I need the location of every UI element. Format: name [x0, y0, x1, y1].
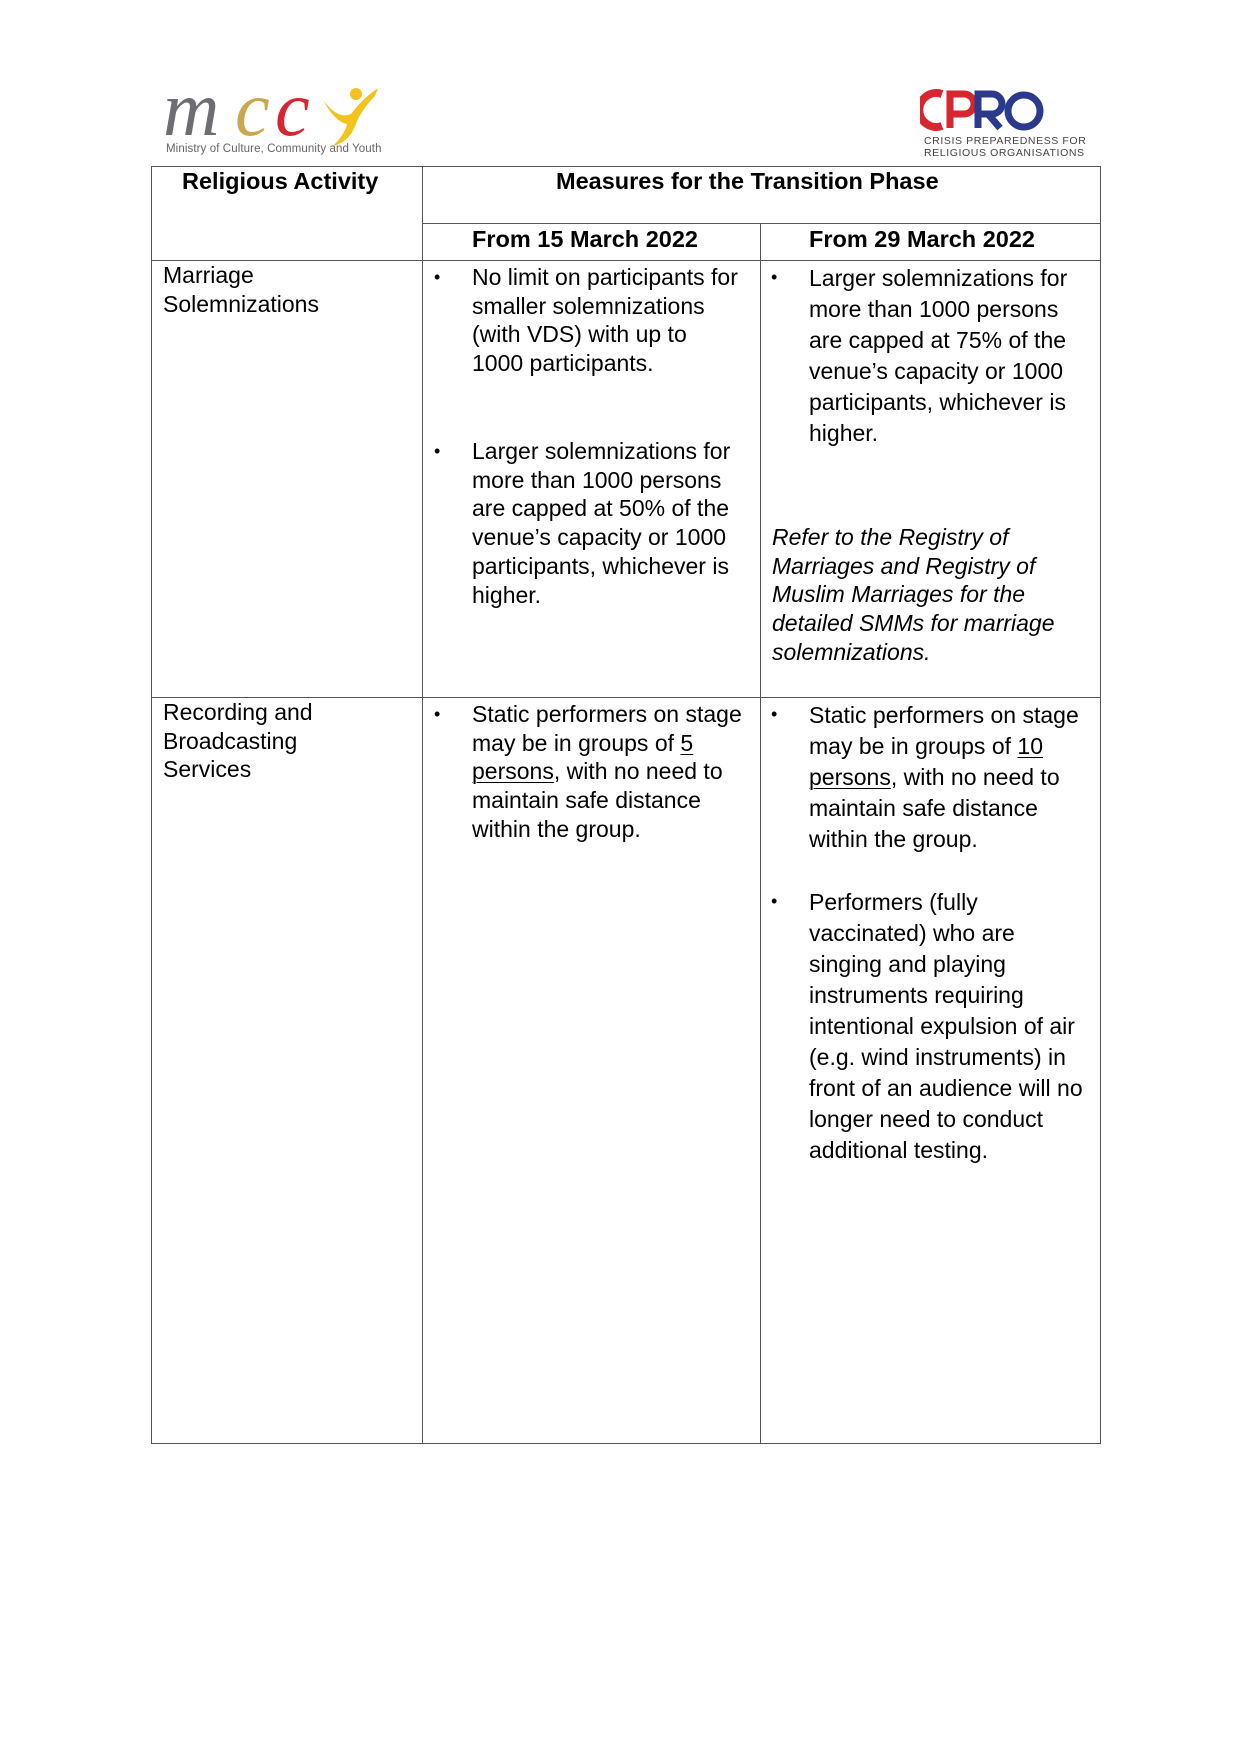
- recording-phase2-text-post: , with no need to maintain safe distance within the group.: [809, 764, 1060, 852]
- recording-phase2-text-pre: Static performers on stage may be in groups of: [809, 702, 1079, 759]
- marriage-phase1-bullet2: Larger solemnizations for more than 1000 persons are capped at 50% of the venue’s capacity or 1000 participants, whichever is higher.: [472, 438, 731, 608]
- svg-text:c: c: [235, 80, 270, 150]
- bullet-icon: •: [771, 267, 778, 287]
- svg-text:c: c: [275, 80, 310, 150]
- table-divider-subheader: [422, 223, 1100, 224]
- measures-table: [151, 166, 1101, 1444]
- bullet-icon: •: [434, 267, 441, 287]
- recording-phase2-group-size: 10 persons: [809, 733, 1043, 790]
- recording-phase2-bullet1: [809, 700, 1084, 855]
- recording-phase1-text-pre: Static performers on stage may be in groups of: [472, 701, 742, 756]
- marriage-phase1-bullet1: No limit on participants for smaller solemnizations (with VDS) with up to 1000 participants.: [472, 264, 738, 377]
- cpro-caption-line1: CRISIS PREPAREDNESS FOR: [924, 135, 1087, 147]
- cpro-logo-mark: [920, 88, 1050, 133]
- header-measures: Measures for the Transition Phase: [556, 168, 939, 194]
- table-divider-col2: [760, 223, 761, 1443]
- bullet-icon: •: [434, 441, 441, 461]
- mccy-logo-caption: Ministry of Culture, Community and Youth: [166, 143, 382, 155]
- activity-marriage-solemnizations: Marriage Solemnizations: [163, 262, 319, 317]
- bullet-icon: •: [771, 704, 778, 724]
- header-phase-29-march: From 29 March 2022: [809, 226, 1035, 252]
- header-religious-activity: Religious Activity: [182, 168, 379, 194]
- cpro-caption-line2: RELIGIOUS ORGANISATIONS: [924, 147, 1085, 159]
- marriage-phase2-note: Refer to the Registry of Marriages and Registry of Muslim Marriages for the detailed SMMs for marriage solemnizations.: [772, 524, 1055, 665]
- header-phase-15-march: From 15 March 2022: [472, 226, 698, 252]
- recording-phase1-bullet1: [472, 700, 747, 844]
- recording-phase1-text-post: , with no need to maintain safe distance within the group.: [472, 758, 723, 842]
- recording-phase1-group-size: 5 persons: [472, 729, 694, 785]
- table-divider-col1: [422, 167, 423, 1443]
- cpro-logo-caption: [924, 135, 1086, 159]
- marriage-phase2-bullet1: Larger solemnizations for more than 1000 persons are capped at 75% of the venue’s capacity or 1000 participants, whichever is higher.: [809, 265, 1068, 446]
- svg-text:m: m: [163, 80, 220, 150]
- bullet-icon: •: [434, 704, 441, 724]
- activity-recording-broadcasting: Recording and Broadcasting Services: [163, 699, 313, 783]
- recording-phase2-bullet2: Performers (fully vaccinated) who are singing and playing instruments requiring intentional expulsion of air (e.g. wind instruments) in front of an audience will no longer need to conduct additional testing.: [809, 889, 1083, 1163]
- mccy-logo-mark: [163, 80, 423, 150]
- bullet-icon: •: [771, 891, 778, 911]
